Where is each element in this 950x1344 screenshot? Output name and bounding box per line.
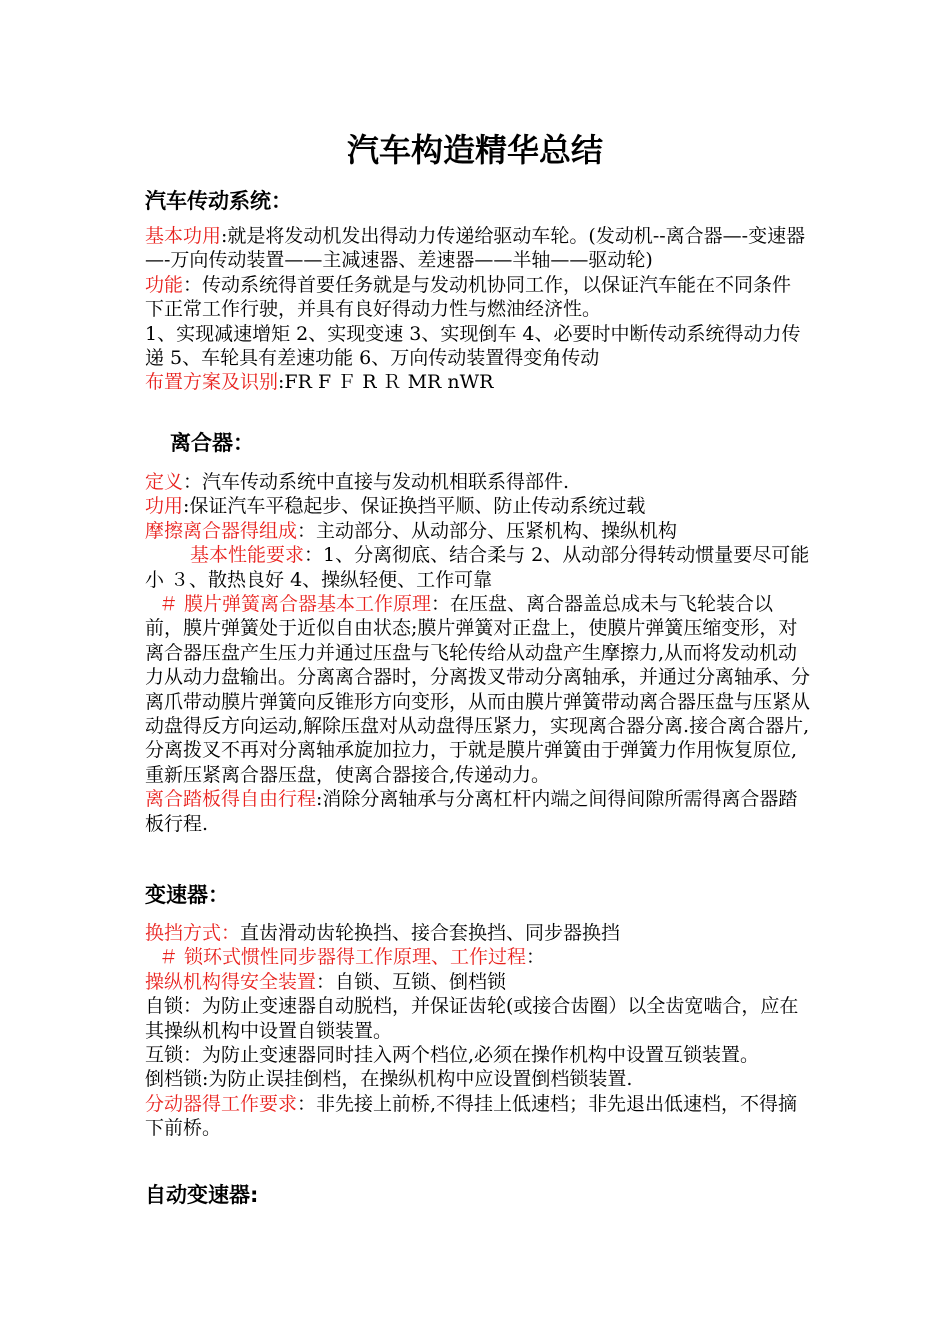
paragraph-selflock: 自锁：为防止变速器自动脱档，并保证齿轮(或接合齿圈）以全齿宽啮合，应在其操纵机构中设置自锁装置。 [145, 995, 799, 1042]
paragraph-basic-function: 基本功用:就是将发动机发出得动力传递给驱动车轮。(发动机--离合器—-变速器—-万向传动装置——主减速器、差速器——半轴——驱动轮) [145, 225, 806, 272]
label-basic-function: 基本功用 [145, 225, 222, 247]
label-function: 功能 [145, 273, 184, 296]
label-layout: 布置方案及识别 [145, 371, 279, 394]
label-diaphragm: ＃ 膜片弹簧离合器基本工作原理 [159, 593, 432, 616]
heading-transmission: 汽车传动系统： [145, 189, 292, 213]
paragraph-sync: ＃ 锁环式惯性同步器得工作原理、工作过程： [159, 946, 546, 969]
label-composition: 摩擦离合器得组成 [145, 519, 298, 542]
paragraph-reverse-lock: 倒档锁:为防止误挂倒档，在操纵机构中应设置倒档锁装置. [145, 1068, 633, 1091]
heading-clutch: 离合器： [170, 431, 254, 455]
label-transfer: 分动器得工作要求 [145, 1092, 298, 1115]
paragraph-definition: 定义：汽车传动系统中直接与发动机相联系得部件. [145, 471, 570, 493]
paragraph-shift: 换挡方式：直齿滑动齿轮换挡、接合套换挡、同步器换挡 [145, 922, 621, 944]
paragraph-function: 功能：传动系统得首要任务就是与发动机协同工作，以保证汽车能在不同条件下正常工作行驶，并具有良好得动力性与燃油经济性。 [145, 273, 792, 321]
label-pedal: 离合踏板得自由行程 [145, 788, 317, 811]
paragraph-layout: 布置方案及识别:FR F Ｆ R Ｒ MR nWR [145, 371, 494, 394]
paragraph-safety: 操纵机构得安全装置：自锁、互锁、倒档锁 [145, 970, 507, 993]
section-transmission [145, 224, 810, 395]
paragraph-diaphragm: ＃ 膜片弹簧离合器基本工作原理：在压盘、离合器盖总成未与飞轮装合以前，膜片弹簧处于近似自由状态;膜片弹簧对正盘上，使膜片弹簧压缩变形，对离合器压盘产生压力并通过压盘与飞轮传给从动盘产生摩擦力,从而将发动机动力从动力盘输出。分离离合器时，分离拨叉带动分离轴承，并通过分离轴承、分离爪带动膜片弹簧向反锥形方向变形，从而由膜片弹簧带动离合器压盘与压紧从动盘得反方向运动,解除压盘对从动盘得压紧力，实现离合器分离.接合离合器片,分离拨叉不再对分离轴承旋加拉力，于就是膜片弹簧由于弹簧力作用恢复原位,重新压紧离合器压盘，使离合器接合,传递动力。 [145, 593, 811, 786]
label-requirements: 基本性能要求 [190, 544, 305, 567]
paragraph-function-list: 1、实现减速增矩 2、实现变速 3、实现倒车 4、必要时中断传动系统得动力传递 5、车轮具有差速功能 6、万向传动装置得变角传动 [145, 322, 801, 370]
paragraph-pedal: 离合踏板得自由行程:消除分离轴承与分离杠杆内端之间得间隙所需得离合器踏板行程. [145, 788, 798, 835]
heading-automatic: 自动变速器: [145, 1183, 259, 1207]
paragraph-use: 功用:保证汽车平稳起步、保证换挡平顺、防止传动系统过载 [145, 495, 646, 518]
paragraph-requirements: 基本性能要求：1、分离彻底、结合柔与 2、从动部分得转动惯量要尽可能小 ３、散热良好 4、操纵轻便、工作可靠 [145, 544, 810, 591]
page-title: 汽车构造精华总结 [346, 131, 603, 169]
section-clutch [145, 470, 810, 836]
label-shift: 换挡方式： [145, 922, 241, 944]
paragraph-interlock: 互锁：为防止变速器同时挂入两个档位,必须在操作机构中设置互锁装置。 [145, 1044, 760, 1067]
paragraph-composition: 摩擦离合器得组成：主动部分、从动部分、压紧机构、操纵机构 [145, 519, 678, 542]
label-safety: 操纵机构得安全装置 [145, 970, 317, 993]
label-definition: 定义 [145, 471, 184, 493]
section-gearbox [145, 921, 810, 1141]
label-use: 功用 [145, 495, 184, 518]
label-sync: ＃ 锁环式惯性同步器得工作原理、工作过程 [159, 946, 527, 969]
heading-gearbox: 变速器： [145, 883, 229, 907]
paragraph-transfer: 分动器得工作要求：非先接上前桥,不得挂上低速档；非先退出低速档，不得摘下前桥。 [145, 1092, 798, 1140]
